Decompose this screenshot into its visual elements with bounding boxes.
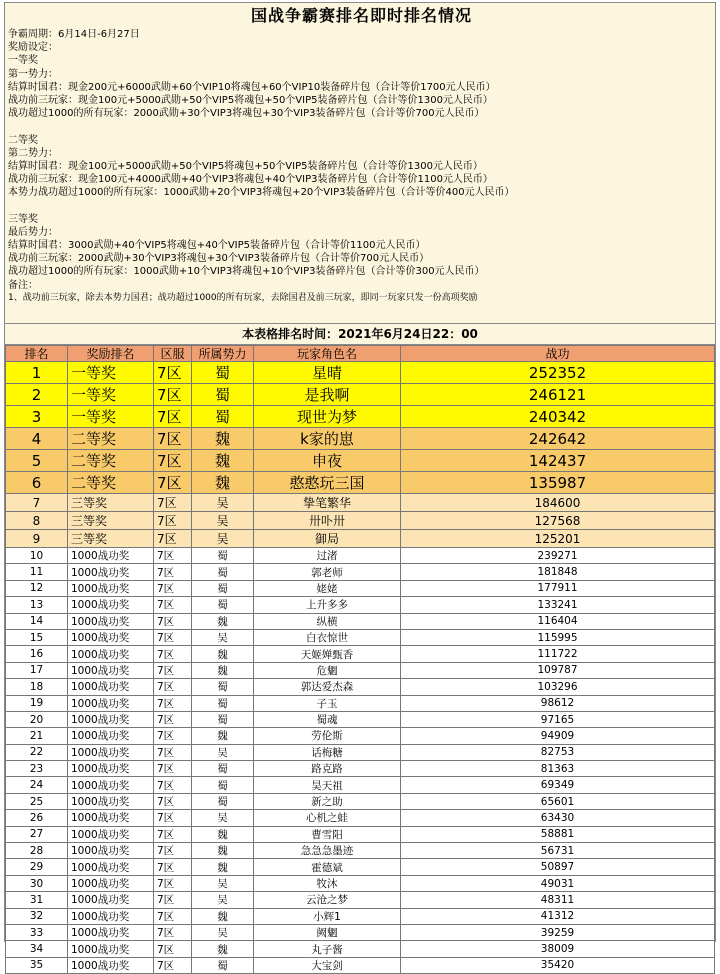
cell-faction: 吴 (192, 512, 254, 530)
cell-server: 7区 (154, 494, 192, 512)
rules-line: 结算时国君：现金200元+6000武勋+60个VIP10将魂包+60个VIP10装备碎片包（合计等价1700元人民币） (8, 81, 496, 93)
cell-rank: 9 (6, 530, 68, 548)
rules-line: 第一势力： (8, 68, 58, 80)
cell-merit: 38009 (401, 941, 715, 957)
cell-server: 7区 (154, 875, 192, 891)
cell-award: 1000战功奖 (68, 548, 154, 564)
cell-merit: 142437 (401, 450, 715, 472)
cell-player-name: 新之助 (254, 793, 401, 809)
cell-faction: 蜀 (192, 384, 254, 406)
page-title: 国战争霸赛排名即时排名情况 (250, 6, 472, 25)
cell-award: 1000战功奖 (68, 597, 154, 613)
rules-line (8, 120, 715, 133)
table-row (6, 428, 715, 450)
cell-server: 7区 (154, 530, 192, 548)
cell-award: 1000战功奖 (68, 777, 154, 793)
rules-line: 第二势力： (8, 147, 58, 159)
table-row (6, 711, 715, 727)
cell-server: 7区 (154, 777, 192, 793)
cell-award: 三等奖 (68, 494, 154, 512)
cell-server: 7区 (154, 859, 192, 875)
cell-faction: 吴 (192, 924, 254, 940)
cell-merit: 115995 (401, 629, 715, 645)
cell-faction: 蜀 (192, 761, 254, 777)
cell-server: 7区 (154, 843, 192, 859)
table-row (6, 613, 715, 629)
cell-faction: 吴 (192, 494, 254, 512)
cell-player-name: 大宝剑 (254, 957, 401, 973)
cell-rank: 13 (6, 597, 68, 613)
cell-rank: 25 (6, 793, 68, 809)
cell-rank: 7 (6, 494, 68, 512)
table-row (6, 924, 715, 940)
cell-player-name: 上升多多 (254, 597, 401, 613)
cell-player-name: 牧沐 (254, 875, 401, 891)
cell-player-name: 话梅糖 (254, 744, 401, 760)
cell-merit: 111722 (401, 646, 715, 662)
cell-rank: 29 (6, 859, 68, 875)
cell-award: 三等奖 (68, 512, 154, 530)
cell-merit: 41312 (401, 908, 715, 924)
table-row (6, 564, 715, 580)
cell-player-name: 昊天祖 (254, 777, 401, 793)
col-faction: 所属势力 (192, 346, 254, 362)
table-row (6, 941, 715, 957)
cell-faction: 蜀 (192, 548, 254, 564)
rules-line: 战功前三玩家：现金100元+5000武勋+50个VIP5将魂包+50个VIP5装备碎片包（合计等价1300元人民币） (8, 94, 493, 106)
cell-merit: 181848 (401, 564, 715, 580)
table-row (6, 793, 715, 809)
cell-merit: 184600 (401, 494, 715, 512)
cell-merit: 35420 (401, 957, 715, 973)
table-row (6, 472, 715, 494)
cell-player-name: 云沧之梦 (254, 892, 401, 908)
table-row (6, 494, 715, 512)
cell-player-name: 憨憨玩三国 (254, 472, 401, 494)
cell-award: 二等奖 (68, 428, 154, 450)
rules-line: 本势力战功超过1000的所有玩家：1000武勋+20个VIP3将魂包+20个VIP3装备碎片包（合计等价400元人民币） (8, 187, 515, 199)
cell-player-name: 子玉 (254, 695, 401, 711)
cell-player-name: 小辉1 (254, 908, 401, 924)
cell-faction: 魏 (192, 472, 254, 494)
cell-award: 1000战功奖 (68, 761, 154, 777)
table-row (6, 777, 715, 793)
table-row (6, 384, 715, 406)
cell-rank: 17 (6, 662, 68, 678)
cell-rank: 6 (6, 472, 68, 494)
rules-line: 战功前三玩家：现金100元+4000武勋+40个VIP3将魂包+40个VIP3装备碎片包（合计等价1100元人民币） (8, 174, 493, 186)
cell-merit: 239271 (401, 548, 715, 564)
cell-rank: 28 (6, 843, 68, 859)
cell-merit: 240342 (401, 406, 715, 428)
cell-merit: 50897 (401, 859, 715, 875)
rules-text (8, 28, 715, 305)
cell-faction: 魏 (192, 728, 254, 744)
cell-award: 1000战功奖 (68, 957, 154, 973)
table-row (6, 679, 715, 695)
cell-player-name: 星晴 (254, 362, 401, 384)
cell-rank: 31 (6, 892, 68, 908)
cell-merit: 58881 (401, 826, 715, 842)
cell-server: 7区 (154, 406, 192, 428)
cell-rank: 1 (6, 362, 68, 384)
cell-award: 1000战功奖 (68, 646, 154, 662)
cell-merit: 98612 (401, 695, 715, 711)
cell-merit: 252352 (401, 362, 715, 384)
cell-server: 7区 (154, 810, 192, 826)
cell-server: 7区 (154, 512, 192, 530)
cell-award: 1000战功奖 (68, 580, 154, 596)
cell-rank: 12 (6, 580, 68, 596)
table-row (6, 728, 715, 744)
cell-server: 7区 (154, 761, 192, 777)
cell-merit: 94909 (401, 728, 715, 744)
cell-award: 1000战功奖 (68, 744, 154, 760)
cell-faction: 蜀 (192, 679, 254, 695)
cell-server: 7区 (154, 826, 192, 842)
cell-merit: 63430 (401, 810, 715, 826)
cell-player-name: 挚笔繁华 (254, 494, 401, 512)
cell-server: 7区 (154, 580, 192, 596)
cell-rank: 34 (6, 941, 68, 957)
cell-rank: 27 (6, 826, 68, 842)
cell-faction: 蜀 (192, 362, 254, 384)
cell-merit: 133241 (401, 597, 715, 613)
cell-faction: 蜀 (192, 564, 254, 580)
rules-line: 二等奖 (8, 134, 38, 146)
cell-player-name: 郭达爱杰森 (254, 679, 401, 695)
cell-rank: 14 (6, 613, 68, 629)
cell-merit: 69349 (401, 777, 715, 793)
cell-faction: 蜀 (192, 695, 254, 711)
cell-server: 7区 (154, 564, 192, 580)
cell-rank: 33 (6, 924, 68, 940)
table-row (6, 908, 715, 924)
cell-player-name: 天姬婵甄香 (254, 646, 401, 662)
cell-rank: 16 (6, 646, 68, 662)
table-row (6, 843, 715, 859)
cell-merit: 56731 (401, 843, 715, 859)
cell-faction: 吴 (192, 629, 254, 645)
table-row (6, 875, 715, 891)
cell-server: 7区 (154, 892, 192, 908)
cell-faction: 蜀 (192, 957, 254, 973)
cell-award: 1000战功奖 (68, 924, 154, 940)
cell-server: 7区 (154, 548, 192, 564)
cell-player-name: 纵横 (254, 613, 401, 629)
cell-award: 三等奖 (68, 530, 154, 548)
cell-faction: 吴 (192, 892, 254, 908)
cell-player-name: 御局 (254, 530, 401, 548)
cell-faction: 魏 (192, 826, 254, 842)
rules-line: 战功前三玩家：2000武勋+30个VIP3将魂包+30个VIP3装备碎片包（合计等价700元人民币） (8, 253, 430, 265)
cell-server: 7区 (154, 744, 192, 760)
cell-player-name: 危魍 (254, 662, 401, 678)
cell-merit: 39259 (401, 924, 715, 940)
cell-player-name: 急急急墨迹 (254, 843, 401, 859)
cell-server: 7区 (154, 941, 192, 957)
cell-award: 1000战功奖 (68, 875, 154, 891)
cell-award: 1000战功奖 (68, 711, 154, 727)
table-row (6, 859, 715, 875)
rules-section (5, 3, 715, 323)
cell-faction: 吴 (192, 744, 254, 760)
table-row (6, 629, 715, 645)
rules-line: 结算时国君：3000武勋+40个VIP5将魂包+40个VIP5装备碎片包（合计等价1100元人民币） (8, 240, 426, 251)
cell-player-name: 蜀魂 (254, 711, 401, 727)
cell-rank: 10 (6, 548, 68, 564)
cell-rank: 24 (6, 777, 68, 793)
cell-player-name: 劳伦斯 (254, 728, 401, 744)
cell-server: 7区 (154, 450, 192, 472)
cell-rank: 21 (6, 728, 68, 744)
cell-server: 7区 (154, 472, 192, 494)
cell-faction: 蜀 (192, 793, 254, 809)
cell-merit: 49031 (401, 875, 715, 891)
cell-rank: 26 (6, 810, 68, 826)
cell-faction: 魏 (192, 941, 254, 957)
rules-line: 争霸周期：6月14日-6月27日 (8, 29, 140, 40)
cell-award: 1000战功奖 (68, 826, 154, 842)
cell-player-name: 郭老师 (254, 564, 401, 580)
cell-player-name: 心机之蛙 (254, 810, 401, 826)
rules-line: 三等奖 (8, 213, 38, 225)
cell-merit: 135987 (401, 472, 715, 494)
cell-player-name: k家的崽 (254, 428, 401, 450)
cell-player-name: 白衣惊世 (254, 629, 401, 645)
table-row (6, 957, 715, 973)
cell-rank: 3 (6, 406, 68, 428)
cell-server: 7区 (154, 908, 192, 924)
table-row (6, 580, 715, 596)
cell-award: 1000战功奖 (68, 728, 154, 744)
col-award: 奖励排名 (68, 346, 154, 362)
cell-server: 7区 (154, 597, 192, 613)
cell-server: 7区 (154, 924, 192, 940)
cell-faction: 魏 (192, 428, 254, 450)
cell-merit: 177911 (401, 580, 715, 596)
cell-faction: 吴 (192, 530, 254, 548)
ranking-time: 本表格排名时间：2021年6月24日22：00 (5, 323, 715, 345)
cell-player-name: 路克路 (254, 761, 401, 777)
cell-player-name: 曹雪阳 (254, 826, 401, 842)
cell-player-name: 姥姥 (254, 580, 401, 596)
cell-faction: 蜀 (192, 406, 254, 428)
cell-award: 二等奖 (68, 472, 154, 494)
table-row (6, 646, 715, 662)
cell-award: 1000战功奖 (68, 629, 154, 645)
cell-award: 一等奖 (68, 384, 154, 406)
cell-faction: 魏 (192, 450, 254, 472)
cell-award: 1000战功奖 (68, 859, 154, 875)
cell-server: 7区 (154, 362, 192, 384)
cell-award: 1000战功奖 (68, 843, 154, 859)
cell-rank: 19 (6, 695, 68, 711)
cell-server: 7区 (154, 428, 192, 450)
cell-rank: 32 (6, 908, 68, 924)
cell-rank: 15 (6, 629, 68, 645)
cell-rank: 5 (6, 450, 68, 472)
cell-server: 7区 (154, 629, 192, 645)
cell-rank: 30 (6, 875, 68, 891)
cell-award: 1000战功奖 (68, 695, 154, 711)
cell-merit: 48311 (401, 892, 715, 908)
cell-merit: 109787 (401, 662, 715, 678)
ranking-table (5, 345, 715, 974)
cell-merit: 125201 (401, 530, 715, 548)
rules-line: 备注： (8, 279, 38, 291)
col-rank: 排名 (6, 346, 68, 362)
cell-merit: 116404 (401, 613, 715, 629)
col-player-name: 玩家角色名 (254, 346, 401, 362)
rules-line: 战功超过1000的所有玩家：2000武勋+30个VIP3将魂包+30个VIP3装备碎片包（合计等价700元人民币） (8, 108, 485, 120)
table-row (6, 761, 715, 777)
table-row (6, 450, 715, 472)
cell-server: 7区 (154, 662, 192, 678)
cell-rank: 18 (6, 679, 68, 695)
table-header-row (6, 346, 715, 362)
cell-rank: 23 (6, 761, 68, 777)
cell-award: 一等奖 (68, 406, 154, 428)
cell-player-name: 丸子酱 (254, 941, 401, 957)
spreadsheet (4, 2, 716, 972)
cell-award: 1000战功奖 (68, 941, 154, 957)
cell-rank: 20 (6, 711, 68, 727)
cell-merit: 127568 (401, 512, 715, 530)
cell-faction: 吴 (192, 810, 254, 826)
cell-server: 7区 (154, 957, 192, 973)
table-row (6, 826, 715, 842)
rules-line: 最后势力： (8, 226, 58, 238)
table-row (6, 512, 715, 530)
cell-faction: 蜀 (192, 711, 254, 727)
table-row (6, 548, 715, 564)
cell-faction: 魏 (192, 662, 254, 678)
rules-line: 1、战功前三玩家，除去本势力国君；战功超过1000的所有玩家，去除国君及前三玩家，即同一玩家只发一份高项奖励 (8, 292, 478, 303)
cell-player-name: 是我啊 (254, 384, 401, 406)
cell-rank: 4 (6, 428, 68, 450)
cell-faction: 吴 (192, 875, 254, 891)
cell-server: 7区 (154, 613, 192, 629)
cell-award: 1000战功奖 (68, 679, 154, 695)
table-row (6, 406, 715, 428)
cell-award: 二等奖 (68, 450, 154, 472)
cell-faction: 蜀 (192, 597, 254, 613)
cell-award: 1000战功奖 (68, 662, 154, 678)
cell-player-name: 现世为梦 (254, 406, 401, 428)
cell-award: 1000战功奖 (68, 793, 154, 809)
cell-player-name: 卅卟卅 (254, 512, 401, 530)
cell-merit: 242642 (401, 428, 715, 450)
cell-rank: 11 (6, 564, 68, 580)
cell-rank: 2 (6, 384, 68, 406)
table-row (6, 695, 715, 711)
table-row (6, 810, 715, 826)
cell-faction: 蜀 (192, 777, 254, 793)
col-server: 区服 (154, 346, 192, 362)
cell-player-name: 霍德斌 (254, 859, 401, 875)
cell-merit: 82753 (401, 744, 715, 760)
cell-faction: 魏 (192, 908, 254, 924)
cell-faction: 蜀 (192, 580, 254, 596)
table-row (6, 892, 715, 908)
table-row (6, 530, 715, 548)
cell-award: 1000战功奖 (68, 892, 154, 908)
cell-player-name: 过渚 (254, 548, 401, 564)
cell-server: 7区 (154, 646, 192, 662)
cell-server: 7区 (154, 711, 192, 727)
rules-line (8, 199, 715, 212)
cell-award: 1000战功奖 (68, 810, 154, 826)
cell-server: 7区 (154, 695, 192, 711)
cell-player-name: 申夜 (254, 450, 401, 472)
cell-award: 一等奖 (68, 362, 154, 384)
col-merit: 战功 (401, 346, 715, 362)
rules-line: 战功超过1000的所有玩家：1000武勋+10个VIP3将魂包+10个VIP3装备碎片包（合计等价300元人民币） (8, 266, 485, 278)
table-row (6, 597, 715, 613)
table-row (6, 662, 715, 678)
cell-merit: 103296 (401, 679, 715, 695)
cell-rank: 22 (6, 744, 68, 760)
cell-award: 1000战功奖 (68, 564, 154, 580)
cell-server: 7区 (154, 728, 192, 744)
cell-server: 7区 (154, 679, 192, 695)
table-row (6, 744, 715, 760)
cell-award: 1000战功奖 (68, 613, 154, 629)
cell-server: 7区 (154, 793, 192, 809)
rules-line: 一等奖 (8, 55, 38, 67)
table-row (6, 362, 715, 384)
cell-merit: 97165 (401, 711, 715, 727)
cell-merit: 65601 (401, 793, 715, 809)
cell-server: 7区 (154, 384, 192, 406)
cell-player-name: 阙魍 (254, 924, 401, 940)
cell-rank: 35 (6, 957, 68, 973)
cell-faction: 魏 (192, 613, 254, 629)
cell-merit: 246121 (401, 384, 715, 406)
cell-merit: 81363 (401, 761, 715, 777)
rules-line: 结算时国君：现金100元+5000武勋+50个VIP5将魂包+50个VIP5装备碎片包（合计等价1300元人民币） (8, 160, 483, 172)
cell-faction: 魏 (192, 843, 254, 859)
rules-line: 奖励设定： (8, 42, 58, 54)
cell-faction: 魏 (192, 646, 254, 662)
cell-faction: 魏 (192, 859, 254, 875)
cell-rank: 8 (6, 512, 68, 530)
cell-award: 1000战功奖 (68, 908, 154, 924)
